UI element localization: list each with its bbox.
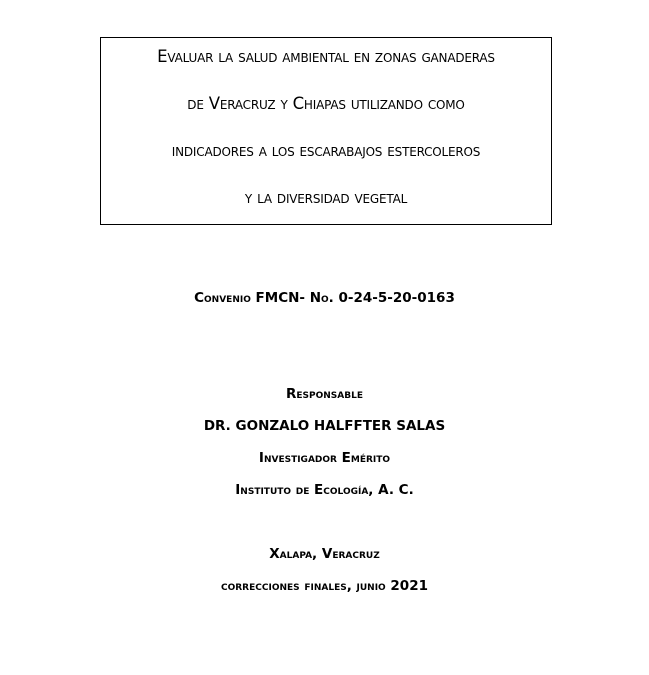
title-line-3: indicadores a los escarabajos estercoleros bbox=[171, 141, 481, 160]
title-box bbox=[100, 37, 552, 225]
title-line-2: de Veracruz y Chiapas utilizando como bbox=[187, 94, 465, 113]
responsable-role: Investigador Emérito bbox=[258, 450, 391, 466]
responsable-name: DR. GONZALO HALFFTER SALAS bbox=[203, 418, 446, 434]
corrections-note: correcciones finales, junio 2021 bbox=[221, 578, 428, 594]
responsable-label: Responsable bbox=[286, 386, 363, 402]
convenio-number: Convenio FMCN- No. 0-24-5-20-0163 bbox=[194, 290, 455, 306]
title-line-1: Evaluar la salud ambiental en zonas ganaderas bbox=[157, 47, 495, 66]
title-line-4: y la diversidad vegetal bbox=[244, 188, 408, 207]
institute-name: Instituto de Ecología, A. C. bbox=[235, 482, 414, 498]
location: Xalapa, Veracruz bbox=[269, 546, 380, 562]
